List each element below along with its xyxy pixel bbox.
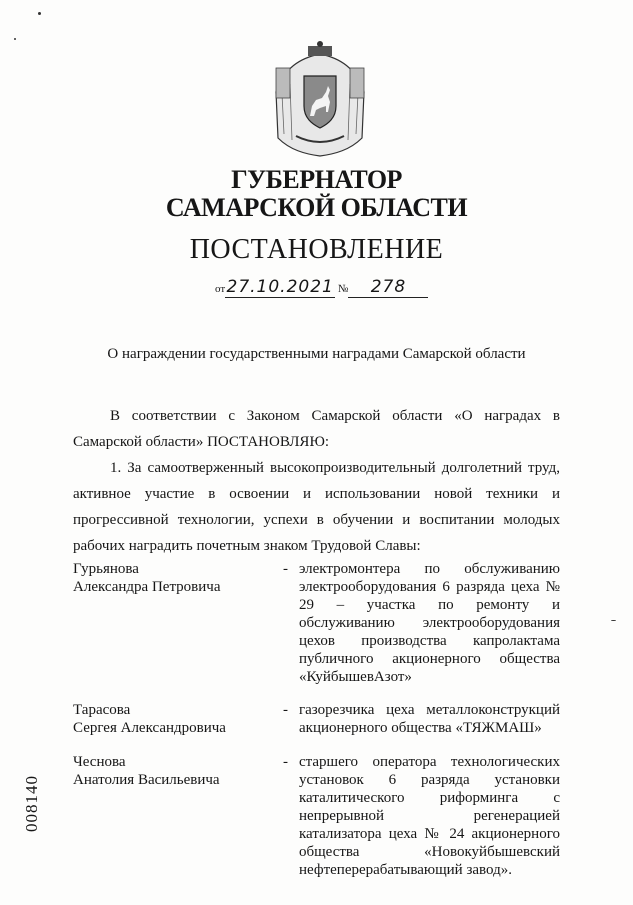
item-1-paragraph: 1. За самоотверженный высокопроизводительный долголетний труд, активное участие в освоении и использовании новой техники и прогрессивной технологии, успехи в обучении и воспитании молодых рабочих наградить почетным знаком Трудовой Славы:	[73, 460, 560, 554]
scan-speck	[38, 12, 41, 15]
date-number-line	[215, 277, 428, 298]
recipient-name	[73, 560, 263, 596]
scan-speck	[14, 38, 16, 40]
recipient-given-names: Александра Петровича	[73, 579, 221, 595]
recipient-name	[73, 753, 263, 789]
recipient-surname: Тарасова	[73, 702, 131, 718]
intro-paragraph: В соответствии с Законом Самарской области «О наградах в Самарской области» ПОСТАНОВЛЯЮ:	[73, 408, 560, 450]
scan-speck	[611, 620, 616, 621]
recipient-surname: Чеснова	[73, 754, 126, 770]
decree-date: 27.10.2021	[226, 277, 334, 297]
recipient-position: старшего оператора технологических установок 6 разряда установки каталитического риформинга с непрерывной регенерацией катализатора цеха № 24 акционерного общества «Новокуйбышевский нефтеперерабатывающий завод».	[299, 754, 560, 878]
recipient-given-names: Сергея Александровича	[73, 720, 226, 736]
recipient-position: электромонтера по обслуживанию электрооборудования 6 разряда цеха № 29 – участка по ремонту и обслуживанию электрооборудования цехов производства капролактама публичного акционерного общества «КуйбышевАзот»	[299, 561, 560, 685]
samara-coat-of-arms-icon	[270, 40, 370, 160]
recipient-dash: -	[283, 702, 288, 718]
archive-number: 008140	[22, 775, 41, 832]
number-prefix: №	[337, 283, 349, 295]
recipient-name	[73, 701, 263, 737]
page-title: ГУБЕРНАТОР	[231, 165, 402, 194]
recipient-position: газорезчика цеха металлоконструкций акционерного общества «ТЯЖМАШ»	[299, 702, 560, 736]
recipient-dash: -	[283, 561, 288, 577]
decree-number: 278	[370, 277, 407, 297]
document-type: ПОСТАНОВЛЕНИЕ	[189, 234, 444, 265]
decree-subject: О награждении государственными наградами Самарской области	[107, 346, 526, 362]
recipient-dash: -	[283, 754, 288, 770]
page-subtitle: САМАРСКОЙ ОБЛАСТИ	[165, 193, 468, 222]
recipient-surname: Гурьянова	[73, 561, 139, 577]
date-prefix: от	[215, 283, 226, 295]
recipient-given-names: Анатолия Васильевича	[73, 772, 220, 788]
